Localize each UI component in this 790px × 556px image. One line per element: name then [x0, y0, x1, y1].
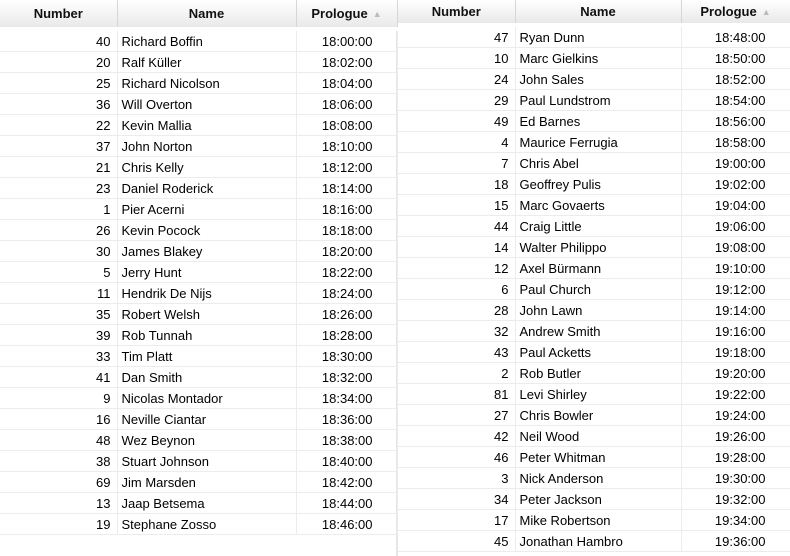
- table-row[interactable]: [398, 132, 790, 153]
- prologue-time-cell: 19:00:00: [681, 153, 790, 174]
- table-row[interactable]: [398, 258, 790, 279]
- rider-number-cell: 3: [398, 468, 515, 489]
- rider-number-cell: 14: [398, 237, 515, 258]
- table-row[interactable]: [398, 216, 790, 237]
- prologue-time-cell: 18:10:00: [296, 136, 397, 157]
- table-header-row: [398, 0, 790, 25]
- prologue-time-cell: 18:36:00: [296, 409, 397, 430]
- rider-name-cell: Kevin Pocock: [117, 220, 296, 241]
- rider-name-cell: Geoffrey Pulis: [515, 174, 681, 195]
- rider-name-cell: John Sales: [515, 69, 681, 90]
- rider-name-cell: Will Overton: [117, 94, 296, 115]
- rider-name-cell: Jerry Hunt: [117, 262, 296, 283]
- table-row[interactable]: [398, 384, 790, 405]
- table-row[interactable]: [0, 409, 397, 430]
- rider-number-cell: 69: [0, 472, 117, 493]
- rider-number-cell: 1: [0, 199, 117, 220]
- prologue-time-cell: 19:32:00: [681, 489, 790, 510]
- column-header-label: Name: [188, 6, 225, 21]
- prologue-time-cell: 19:16:00: [681, 321, 790, 342]
- rider-name-cell: Daniel Roderick: [117, 178, 296, 199]
- rider-number-cell: 36: [0, 94, 117, 115]
- prologue-time-cell: 18:24:00: [296, 283, 397, 304]
- prologue-time-cell: 18:20:00: [296, 241, 397, 262]
- column-header-label: Prologue: [700, 4, 757, 19]
- table-body: [398, 25, 790, 552]
- table-row[interactable]: [0, 262, 397, 283]
- table-row[interactable]: [0, 325, 397, 346]
- table-row[interactable]: [398, 90, 790, 111]
- rider-name-cell: Jonathan Hambro: [515, 531, 681, 552]
- rider-name-cell: Kevin Mallia: [117, 115, 296, 136]
- table-row[interactable]: [0, 52, 397, 73]
- rider-number-cell: 2: [398, 363, 515, 384]
- start-list-table-right: [398, 0, 790, 552]
- prologue-time-cell: 18:58:00: [681, 132, 790, 153]
- table-row[interactable]: [398, 405, 790, 426]
- prologue-time-cell: 19:20:00: [681, 363, 790, 384]
- rider-name-cell: Marc Govaerts: [515, 195, 681, 216]
- table-header-row: [0, 0, 397, 29]
- rider-number-cell: 18: [398, 174, 515, 195]
- rider-number-cell: 30: [0, 241, 117, 262]
- rider-name-cell: Maurice Ferrugia: [515, 132, 681, 153]
- rider-name-cell: Stuart Johnson: [117, 451, 296, 472]
- prologue-time-cell: 18:14:00: [296, 178, 397, 199]
- rider-name-cell: Pier Acerni: [117, 199, 296, 220]
- table-row[interactable]: [0, 472, 397, 493]
- rider-name-cell: Peter Jackson: [515, 489, 681, 510]
- rider-number-cell: 48: [0, 430, 117, 451]
- prologue-time-cell: 18:12:00: [296, 157, 397, 178]
- rider-name-cell: Levi Shirley: [515, 384, 681, 405]
- rider-name-cell: Ryan Dunn: [515, 25, 681, 48]
- table-row[interactable]: [0, 451, 397, 472]
- table-row[interactable]: [0, 430, 397, 451]
- prologue-time-cell: 18:54:00: [681, 90, 790, 111]
- table-row[interactable]: [398, 195, 790, 216]
- rider-number-cell: 43: [398, 342, 515, 363]
- prologue-time-cell: 19:36:00: [681, 531, 790, 552]
- table-row[interactable]: [398, 153, 790, 174]
- rider-number-cell: 20: [0, 52, 117, 73]
- table-row[interactable]: [398, 25, 790, 48]
- prologue-time-cell: 18:56:00: [681, 111, 790, 132]
- rider-number-cell: 17: [398, 510, 515, 531]
- rider-name-cell: Hendrik De Nijs: [117, 283, 296, 304]
- rider-name-cell: Marc Gielkins: [515, 48, 681, 69]
- table-row[interactable]: [0, 178, 397, 199]
- rider-number-cell: 22: [0, 115, 117, 136]
- table-row[interactable]: [0, 73, 397, 94]
- table-row[interactable]: [0, 367, 397, 388]
- sort-ascending-icon: ▲: [761, 7, 771, 17]
- prologue-time-cell: 18:38:00: [296, 430, 397, 451]
- rider-number-cell: 33: [0, 346, 117, 367]
- table-row[interactable]: [0, 157, 397, 178]
- prologue-time-cell: 18:18:00: [296, 220, 397, 241]
- table-row[interactable]: [0, 220, 397, 241]
- rider-name-cell: Richard Boffin: [117, 29, 296, 52]
- table-row[interactable]: [0, 388, 397, 409]
- rider-number-cell: 19: [0, 514, 117, 535]
- table-row[interactable]: [0, 94, 397, 115]
- rider-name-cell: Robert Welsh: [117, 304, 296, 325]
- table-row[interactable]: [398, 48, 790, 69]
- rider-name-cell: Andrew Smith: [515, 321, 681, 342]
- rider-name-cell: Nick Anderson: [515, 468, 681, 489]
- prologue-time-cell: 19:08:00: [681, 237, 790, 258]
- rider-number-cell: 15: [398, 195, 515, 216]
- rider-number-cell: 6: [398, 279, 515, 300]
- rider-name-cell: Chris Bowler: [515, 405, 681, 426]
- column-header-label: Prologue: [311, 6, 368, 21]
- table-row[interactable]: [398, 510, 790, 531]
- prologue-time-cell: 18:28:00: [296, 325, 397, 346]
- rider-number-cell: 24: [398, 69, 515, 90]
- table-row[interactable]: [0, 346, 397, 367]
- rider-name-cell: Tim Platt: [117, 346, 296, 367]
- rider-name-cell: James Blakey: [117, 241, 296, 262]
- rider-number-cell: 27: [398, 405, 515, 426]
- rider-name-cell: Paul Lundstrom: [515, 90, 681, 111]
- rider-number-cell: 81: [398, 384, 515, 405]
- table-row[interactable]: [398, 342, 790, 363]
- rider-number-cell: 16: [0, 409, 117, 430]
- rider-number-cell: 26: [0, 220, 117, 241]
- prologue-time-cell: 18:00:00: [296, 29, 397, 52]
- rider-number-cell: 12: [398, 258, 515, 279]
- rider-number-cell: 9: [0, 388, 117, 409]
- prologue-time-cell: 18:40:00: [296, 451, 397, 472]
- rider-number-cell: 25: [0, 73, 117, 94]
- rider-name-cell: Walter Philippo: [515, 237, 681, 258]
- rider-number-cell: 47: [398, 25, 515, 48]
- prologue-time-cell: 18:08:00: [296, 115, 397, 136]
- rider-name-cell: Paul Acketts: [515, 342, 681, 363]
- sort-ascending-icon: ▲: [372, 9, 382, 19]
- prologue-time-cell: 19:28:00: [681, 447, 790, 468]
- table-row[interactable]: [0, 514, 397, 535]
- rider-number-cell: 44: [398, 216, 515, 237]
- rider-number-cell: 4: [398, 132, 515, 153]
- table-body: [0, 29, 397, 535]
- table-row[interactable]: [398, 321, 790, 342]
- rider-number-cell: 41: [0, 367, 117, 388]
- prologue-time-cell: 19:04:00: [681, 195, 790, 216]
- rider-number-cell: 5: [0, 262, 117, 283]
- table-row[interactable]: [398, 69, 790, 90]
- rider-name-cell: Rob Butler: [515, 363, 681, 384]
- rider-number-cell: 35: [0, 304, 117, 325]
- rider-number-cell: 49: [398, 111, 515, 132]
- column-header-prologue[interactable]: [296, 0, 397, 29]
- prologue-time-cell: 18:16:00: [296, 199, 397, 220]
- rider-number-cell: 37: [0, 136, 117, 157]
- rider-number-cell: 45: [398, 531, 515, 552]
- rider-name-cell: Stephane Zosso: [117, 514, 296, 535]
- rider-name-cell: Ralf Küller: [117, 52, 296, 73]
- rider-name-cell: Neil Wood: [515, 426, 681, 447]
- table-row[interactable]: [398, 468, 790, 489]
- rider-number-cell: 10: [398, 48, 515, 69]
- rider-number-cell: 39: [0, 325, 117, 346]
- prologue-time-cell: 19:12:00: [681, 279, 790, 300]
- table-row[interactable]: [398, 489, 790, 510]
- rider-name-cell: Jaap Betsema: [117, 493, 296, 514]
- prologue-time-cell: 19:30:00: [681, 468, 790, 489]
- table-row[interactable]: [398, 426, 790, 447]
- rider-number-cell: 11: [0, 283, 117, 304]
- table-row[interactable]: [0, 283, 397, 304]
- rider-number-cell: 21: [0, 157, 117, 178]
- start-list-table-left: [0, 0, 398, 535]
- rider-name-cell: Axel Bürmann: [515, 258, 681, 279]
- prologue-time-cell: 19:14:00: [681, 300, 790, 321]
- rider-name-cell: Mike Robertson: [515, 510, 681, 531]
- column-header-name[interactable]: [515, 0, 681, 25]
- prologue-time-cell: 18:46:00: [296, 514, 397, 535]
- prologue-time-cell: 18:02:00: [296, 52, 397, 73]
- table-row[interactable]: [398, 174, 790, 195]
- rider-name-cell: Jim Marsden: [117, 472, 296, 493]
- rider-number-cell: 42: [398, 426, 515, 447]
- prologue-time-cell: 19:06:00: [681, 216, 790, 237]
- prologue-time-cell: 19:26:00: [681, 426, 790, 447]
- rider-number-cell: 34: [398, 489, 515, 510]
- rider-name-cell: Chris Kelly: [117, 157, 296, 178]
- rider-name-cell: Dan Smith: [117, 367, 296, 388]
- column-header-name[interactable]: [117, 0, 296, 29]
- table-row[interactable]: [398, 237, 790, 258]
- table-row[interactable]: [398, 363, 790, 384]
- table-row[interactable]: [0, 241, 397, 262]
- prologue-time-cell: 18:22:00: [296, 262, 397, 283]
- rider-number-cell: 40: [0, 29, 117, 52]
- table-row[interactable]: [0, 199, 397, 220]
- prologue-time-cell: 18:44:00: [296, 493, 397, 514]
- column-header-label: Number: [431, 4, 481, 19]
- table-row[interactable]: [398, 447, 790, 468]
- prologue-time-cell: 18:52:00: [681, 69, 790, 90]
- rider-name-cell: Paul Church: [515, 279, 681, 300]
- table-row[interactable]: [0, 115, 397, 136]
- rider-number-cell: 32: [398, 321, 515, 342]
- rider-number-cell: 23: [0, 178, 117, 199]
- column-header-label: Number: [33, 6, 83, 21]
- rider-name-cell: Peter Whitman: [515, 447, 681, 468]
- rider-name-cell: Chris Abel: [515, 153, 681, 174]
- prologue-time-cell: 19:18:00: [681, 342, 790, 363]
- prologue-time-cell: 19:22:00: [681, 384, 790, 405]
- table-row[interactable]: [398, 279, 790, 300]
- rider-number-cell: 29: [398, 90, 515, 111]
- column-header-number[interactable]: [398, 0, 515, 25]
- table-row[interactable]: [398, 531, 790, 552]
- column-header-prologue[interactable]: [681, 0, 790, 25]
- table-row[interactable]: [0, 493, 397, 514]
- rider-name-cell: John Norton: [117, 136, 296, 157]
- column-header-label: Name: [580, 4, 616, 19]
- rider-number-cell: 46: [398, 447, 515, 468]
- rider-name-cell: Ed Barnes: [515, 111, 681, 132]
- table-row[interactable]: [0, 29, 397, 52]
- rider-number-cell: 7: [398, 153, 515, 174]
- rider-name-cell: Nicolas Montador: [117, 388, 296, 409]
- prologue-time-cell: 19:02:00: [681, 174, 790, 195]
- rider-name-cell: Wez Beynon: [117, 430, 296, 451]
- rider-number-cell: 13: [0, 493, 117, 514]
- prologue-time-cell: 19:34:00: [681, 510, 790, 531]
- prologue-time-cell: 18:48:00: [681, 25, 790, 48]
- table-row[interactable]: [0, 136, 397, 157]
- prologue-time-cell: 18:42:00: [296, 472, 397, 493]
- table-row[interactable]: [398, 300, 790, 321]
- prologue-time-cell: 18:32:00: [296, 367, 397, 388]
- prologue-time-cell: 18:30:00: [296, 346, 397, 367]
- rider-number-cell: 28: [398, 300, 515, 321]
- column-header-number[interactable]: [0, 0, 117, 29]
- table-row[interactable]: [0, 304, 397, 325]
- prologue-time-cell: 18:06:00: [296, 94, 397, 115]
- rider-name-cell: Craig Little: [515, 216, 681, 237]
- prologue-time-cell: 19:24:00: [681, 405, 790, 426]
- rider-name-cell: Rob Tunnah: [117, 325, 296, 346]
- prologue-time-cell: 18:04:00: [296, 73, 397, 94]
- prologue-time-cell: 18:26:00: [296, 304, 397, 325]
- prologue-time-cell: 18:50:00: [681, 48, 790, 69]
- table-row[interactable]: [398, 111, 790, 132]
- rider-name-cell: Richard Nicolson: [117, 73, 296, 94]
- rider-name-cell: Neville Ciantar: [117, 409, 296, 430]
- rider-name-cell: John Lawn: [515, 300, 681, 321]
- rider-number-cell: 38: [0, 451, 117, 472]
- prologue-time-cell: 19:10:00: [681, 258, 790, 279]
- prologue-time-cell: 18:34:00: [296, 388, 397, 409]
